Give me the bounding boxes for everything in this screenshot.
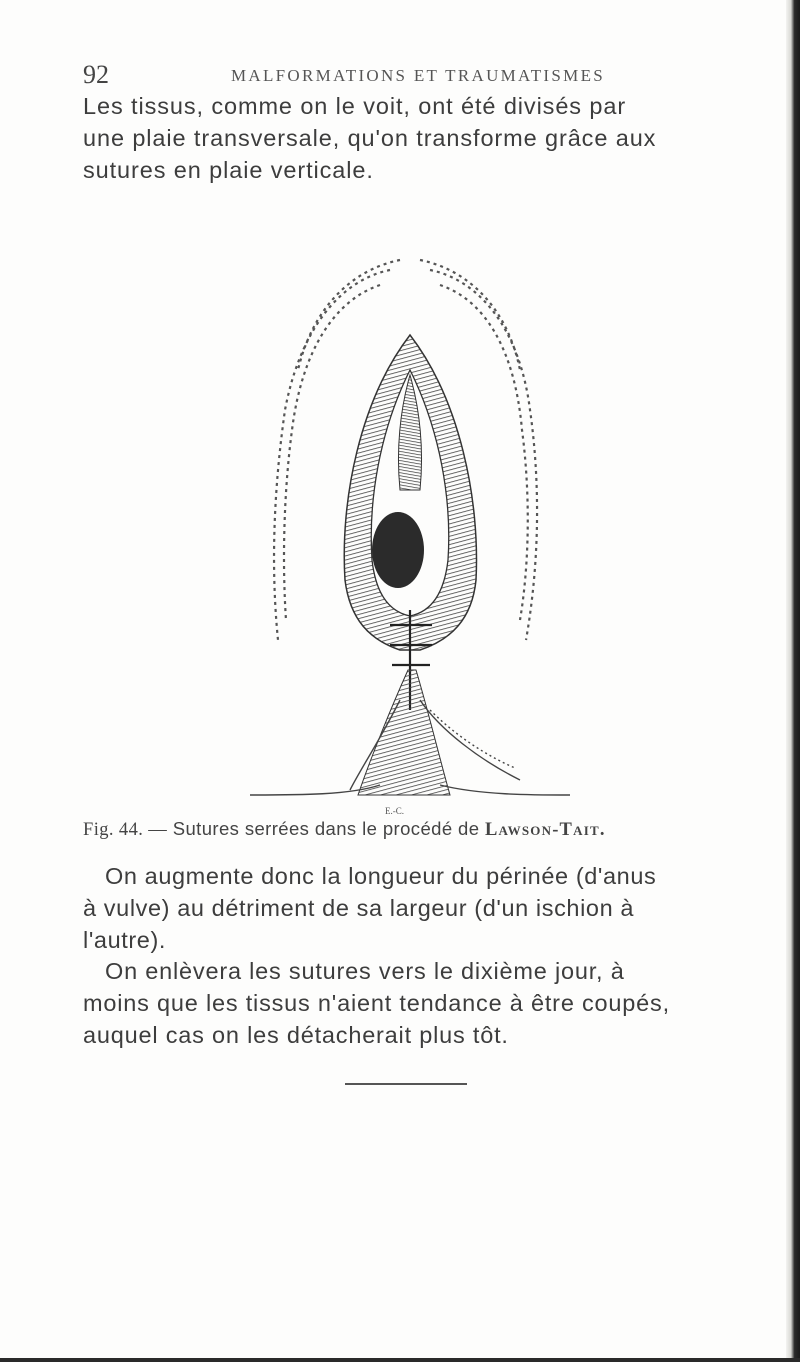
paragraph-1 — [83, 90, 763, 186]
figure-caption — [83, 818, 763, 841]
paragraph-3-line-3: auquel cas on les détacherait plus tôt. — [83, 1022, 509, 1048]
paragraph-1-line-1: Les tissus, comme on le voit, ont été divisés par — [83, 93, 627, 119]
paragraph-2-line-1: On augmente donc la longueur du périnée (d'anus — [105, 863, 657, 889]
paragraph-2-line-2: à vulve) au détriment de sa largeur (d'un ischion à — [83, 895, 635, 921]
suture-engraving-illustration — [240, 240, 580, 820]
paragraph-3-line-2: moins que les tissus n'aient tendance à être coupés, — [83, 990, 670, 1016]
paragraph-2-line-3: l'autre). — [83, 927, 167, 953]
page-number: 92 — [83, 60, 109, 89]
section-divider-rule — [345, 1083, 467, 1085]
paragraph-2 — [83, 860, 763, 956]
figure-caption-text: Sutures serrées dans le procédé de — [172, 818, 480, 839]
figure-caption-label: Fig. 44. — — [83, 820, 168, 840]
engraver-signature: E.-C. — [385, 806, 404, 816]
paragraph-3 — [83, 955, 763, 1051]
page-bottom-edge — [0, 1358, 800, 1362]
running-head — [83, 60, 773, 90]
perineum-shading — [358, 670, 450, 795]
central-dark-mass — [372, 512, 424, 588]
paragraph-1-line-2: une plaie transversale, qu'on transforme grâce aux — [83, 125, 657, 151]
page-binding-edge — [786, 0, 800, 1362]
paragraph-3-line-1: On enlèvera les sutures vers le dixième jour, à — [105, 958, 625, 984]
paragraph-1-line-3: sutures en plaie verticale. — [83, 157, 374, 183]
figure-caption-author: Lawson-Tait. — [484, 820, 606, 840]
running-head-title: MALFORMATIONS ET TRAUMATISMES — [231, 66, 606, 85]
figure-illustration — [240, 240, 580, 820]
